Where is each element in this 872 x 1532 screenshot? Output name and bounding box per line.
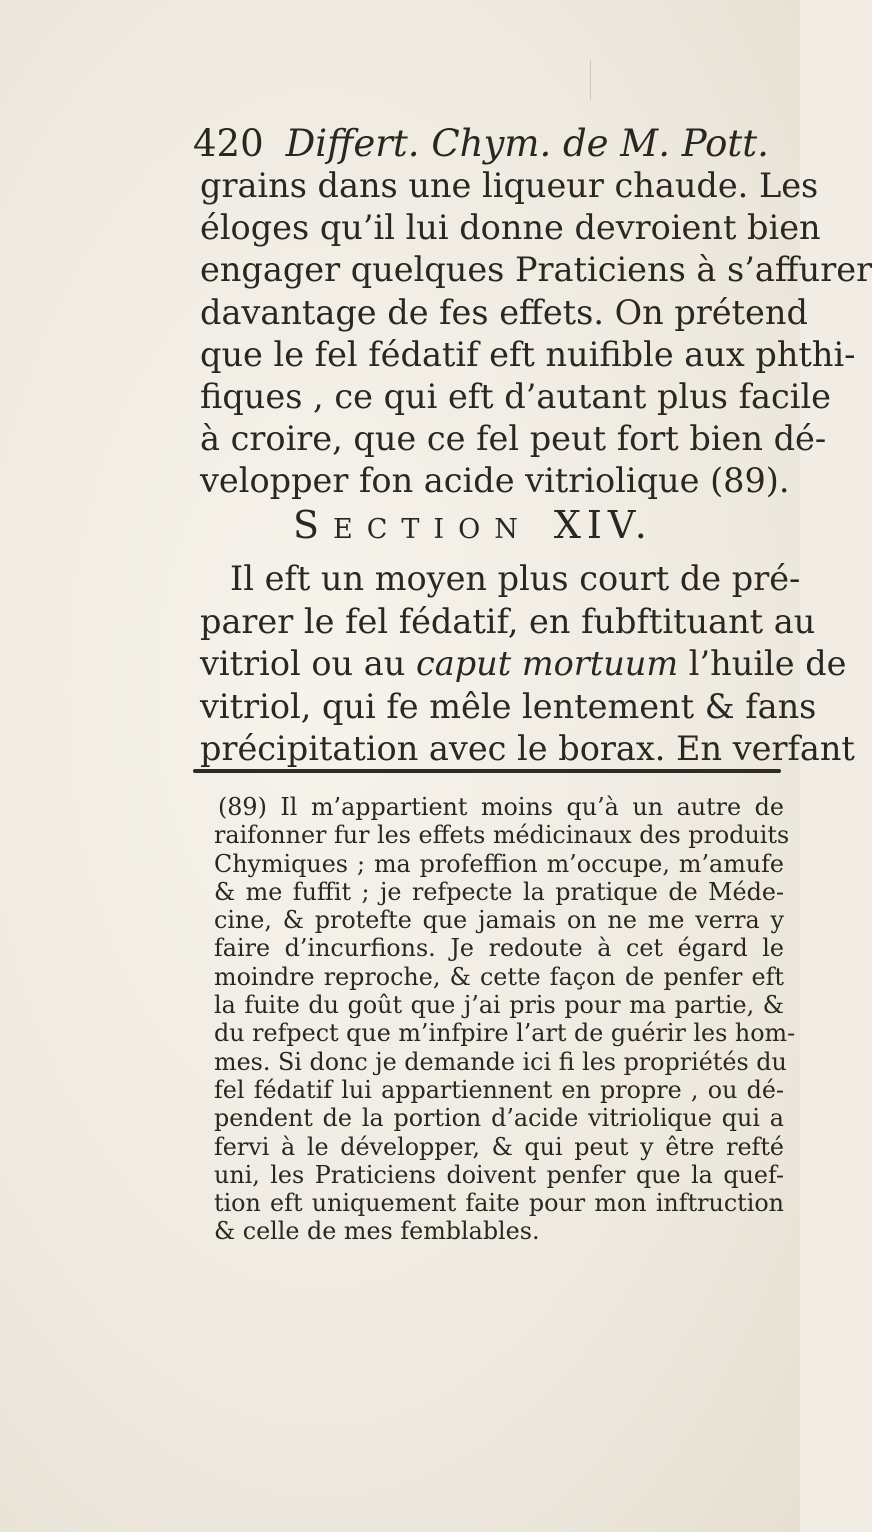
- footnote-line: & celle de mes femblables.: [214, 1217, 540, 1246]
- paragraph-1: [200, 165, 872, 503]
- text-line: éloges qu’il lui donne devroient bien: [200, 208, 821, 248]
- text-line: à croire, que ce fel peut fort bien dé-: [200, 419, 827, 459]
- section-word: ECTION: [333, 514, 532, 545]
- footnote-line: faire d’incurfions. Je redoute à cet égard le: [214, 934, 784, 963]
- footnote-line: raifonner fur les effets médicinaux des produits: [214, 821, 790, 850]
- text-line: davantage de fes effets. On prétend: [200, 292, 808, 332]
- footnote-line: tion eft uniquement faite pour mon inftruction: [214, 1189, 784, 1218]
- footnote-line: fervi à le développer, & qui peut y être refté: [214, 1132, 784, 1161]
- section-heading: [293, 503, 653, 547]
- paragraph-2: [200, 558, 855, 771]
- text-line: fiques , ce qui eft d’autant plus facile: [200, 377, 832, 417]
- footnote: [214, 793, 796, 1246]
- text-line: précipitation avec le borax. En verfant: [200, 729, 855, 769]
- text-line: grains dans une liqueur chaude. Les: [200, 166, 819, 205]
- page-header: [193, 122, 769, 165]
- text-line: que le fel fédatif eft nuifible aux phthi-: [200, 334, 856, 374]
- footnote-line: & me fuffit ; je refpecte la pratique de Méde-: [214, 877, 784, 906]
- text-line: Il eft un moyen plus court de pré-: [230, 559, 801, 598]
- text-line: engager quelques Praticiens à s’affurer: [200, 250, 872, 290]
- footnote-line: du refpect que m’infpire l’art de guérir les hom-: [214, 1019, 796, 1048]
- text-line: velopper fon acide vitriolique (89).: [200, 461, 790, 501]
- footnote-line: fel fédatif lui appartiennent en propre , ou dé-: [214, 1075, 784, 1104]
- running-title: Differt. Chym. de M. Pott.: [285, 122, 769, 165]
- footnote-line: cine, & protefte que jamais on ne me verra y: [214, 906, 784, 935]
- footnote-line: moindre reproche, & cette façon de penfer eft: [214, 962, 784, 991]
- footnote-line: pendent de la portion d’acide vitriolique qui a: [214, 1104, 784, 1133]
- section-number: XIV.: [553, 503, 653, 547]
- footnote-line: (89) Il m’appartient moins qu’à un autre de: [218, 793, 784, 821]
- italic-phrase: caput mortuum: [415, 644, 679, 684]
- footnote-line: mes. Si donc je demande ici fi les propriétés du: [214, 1047, 787, 1076]
- footnote-separator: [193, 769, 781, 773]
- paper-mark: [590, 60, 591, 100]
- footnote-line: la fuite du goût que j’ai pris pour ma partie, &: [214, 991, 784, 1020]
- footnote-line: uni, les Praticiens doivent penfer que la quef-: [214, 1160, 784, 1189]
- page-number: 420: [193, 122, 264, 165]
- text-line: parer le fel fédatif, en fubftituant au: [200, 601, 816, 641]
- text-line-with-italic: vitriol ou au caput mortuum l’huile de: [200, 644, 847, 684]
- footnote-line: Chymiques ; ma profeffion m’occupe, m’amufe: [214, 849, 784, 878]
- section-initial: S: [293, 503, 334, 547]
- text-line: vitriol, qui fe mêle lentement & fans: [200, 686, 817, 726]
